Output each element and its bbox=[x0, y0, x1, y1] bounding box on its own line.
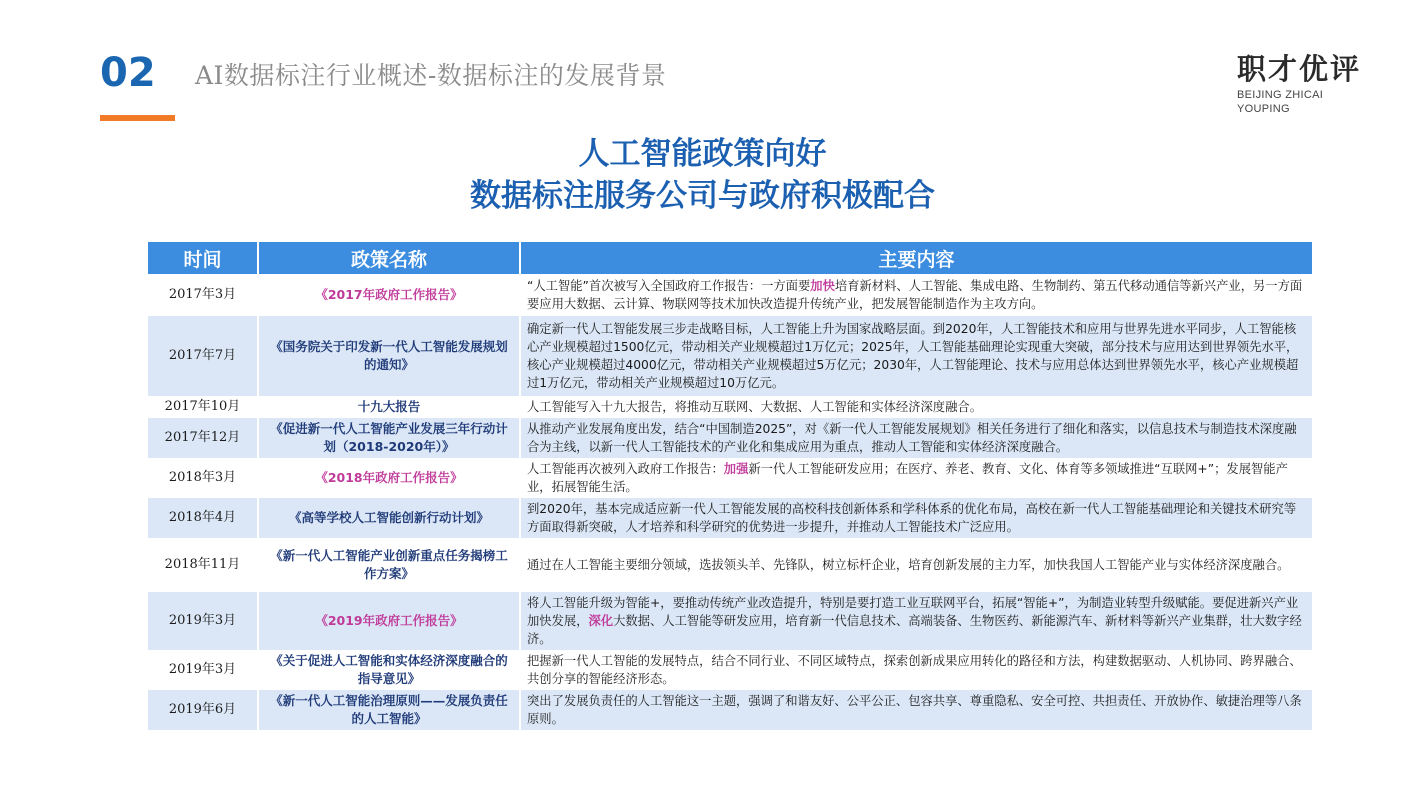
table-row bbox=[148, 396, 1312, 418]
cell-main-content bbox=[520, 592, 1312, 650]
table-row bbox=[148, 274, 1312, 316]
content-text: 大数据、人工智能等研发应用，培育新一代信息技术、高端装备、生物医药、新能源汽车、新材料等新兴产业集群，壮大数字经济。 bbox=[527, 614, 1302, 646]
cell-time: 2017年7月 bbox=[148, 316, 258, 396]
content-text: 突出了发展负责任的人工智能这一主题，强调了和谐友好、公平公正、包容共享、尊重隐私、安全可控、共担责任、开放协作、敏捷治理等八条原则。 bbox=[527, 694, 1302, 726]
cell-policy-name: 《高等学校人工智能创新行动计划》 bbox=[258, 498, 520, 538]
brand-logo bbox=[1237, 52, 1372, 116]
table-row bbox=[148, 690, 1312, 730]
logo-main-text: 职才优评 bbox=[1237, 52, 1362, 86]
content-text: 新一代人工智能研发应用；在医疗、养老、教育、文化、体育等多领域推进“互联网+”；发展智能产业，拓展智能生活。 bbox=[527, 462, 1288, 494]
cell-policy-name: 《2018年政府工作报告》 bbox=[258, 458, 520, 498]
table-body bbox=[148, 274, 1312, 730]
header-main-content: 主要内容 bbox=[520, 242, 1312, 274]
cell-main-content bbox=[520, 458, 1312, 498]
cell-main-content bbox=[520, 650, 1312, 690]
content-text: 人工智能再次被列入政府工作报告： bbox=[527, 462, 724, 476]
logo-sub-text: BEIJING ZHICAI YOUPING bbox=[1237, 89, 1324, 115]
cell-time: 2019年3月 bbox=[148, 592, 258, 650]
cell-time: 2018年3月 bbox=[148, 458, 258, 498]
headline-line-1: 人工智能政策向好 bbox=[578, 136, 827, 172]
section-underline bbox=[100, 115, 175, 121]
table-row bbox=[148, 458, 1312, 498]
table-row bbox=[148, 498, 1312, 538]
cell-main-content bbox=[520, 498, 1312, 538]
watermark: 百家号/博斯EDU教育 bbox=[990, 733, 1238, 762]
cell-policy-name: 《2019年政府工作报告》 bbox=[258, 592, 520, 650]
cell-time: 2017年10月 bbox=[148, 396, 258, 418]
content-highlight: 深化 bbox=[588, 614, 614, 628]
cell-main-content bbox=[520, 274, 1312, 316]
cell-time: 2018年11月 bbox=[148, 538, 258, 592]
section-title: AI数据标注行业概述-数据标注的发展背景 bbox=[195, 61, 667, 90]
cell-policy-name: 《促进新一代人工智能产业发展三年行动计划（2018-2020年）》 bbox=[258, 418, 520, 458]
content-text: “人工智能”首次被写入全国政府工作报告：一方面要 bbox=[527, 279, 811, 293]
cell-policy-name: 《新一代人工智能产业创新重点任务揭榜工作方案》 bbox=[258, 538, 520, 592]
cell-main-content bbox=[520, 418, 1312, 458]
content-text: 把握新一代人工智能的发展特点，结合不同行业、不同区域特点，探索创新成果应用转化的路径和方法，构建数据驱动、人机协同、跨界融合、共创分享的智能经济形态。 bbox=[527, 654, 1302, 686]
cell-time: 2019年6月 bbox=[148, 690, 258, 730]
cell-policy-name: 《2017年政府工作报告》 bbox=[258, 274, 520, 316]
cell-policy-name: 《关于促进人工智能和实体经济深度融合的指导意见》 bbox=[258, 650, 520, 690]
cell-policy-name: 《新一代人工智能治理原则——发展负责任的人工智能》 bbox=[258, 690, 520, 730]
content-text: 人工智能写入十九大报告，将推动互联网、大数据、人工智能和实体经济深度融合。 bbox=[527, 400, 982, 414]
table-row bbox=[148, 650, 1312, 690]
section-number: 02 bbox=[100, 50, 156, 96]
content-highlight: 加快 bbox=[810, 279, 835, 293]
table-row bbox=[148, 316, 1312, 396]
cell-time: 2017年3月 bbox=[148, 274, 258, 316]
headline-line-2: 数据标注服务公司与政府积极配合 bbox=[470, 178, 935, 214]
content-highlight: 加强 bbox=[723, 462, 749, 476]
content-text: 确定新一代人工智能发展三步走战略目标，人工智能上升为国家战略层面。到2020年，人工智能技术和应用与世界先进水平同步，人工智能核心产业规模超过1500亿元，带动相关产业规模超过1万亿元；2025年，人工智能基础理论实现重大突破，部分技术与应用达到世界领先水平，核心产业规模超过4000亿元，带动相关产业规模超过5万亿元；2030年，人工智能理论、技术与应用总体达到世界领先水平，核心产业规模超过1万亿元，带动相关产业规模超过10万亿元。 bbox=[527, 322, 1299, 390]
cell-main-content bbox=[520, 690, 1312, 730]
policy-table bbox=[148, 242, 1312, 730]
cell-main-content bbox=[520, 396, 1312, 418]
cell-policy-name: 十九大报告 bbox=[258, 396, 520, 418]
cell-time: 2018年4月 bbox=[148, 498, 258, 538]
content-text: 将人工智能升级为智能+，要推动传统产业改造提升，特别是要打造工业互联网平台，拓展“智能+”，为制造业转型升级赋能。要促进新兴产业加快发展， bbox=[527, 596, 1299, 628]
cell-policy-name: 《国务院关于印发新一代人工智能发展规划的通知》 bbox=[258, 316, 520, 396]
cell-time: 2019年3月 bbox=[148, 650, 258, 690]
cell-main-content bbox=[520, 538, 1312, 592]
header-time: 时间 bbox=[148, 242, 258, 274]
content-text: 从推动产业发展角度出发，结合“中国制造2025”，对《新一代人工智能发展规划》相关任务进行了细化和落实，以信息技术与制造技术深度融合为主线，以新一代人工智能技术的产业化和集成应用为重点，推动人工智能和实体经济深度融合。 bbox=[527, 422, 1297, 454]
header-policy-name: 政策名称 bbox=[258, 242, 520, 274]
table-row bbox=[148, 538, 1312, 592]
table-row bbox=[148, 418, 1312, 458]
cell-time: 2017年12月 bbox=[148, 418, 258, 458]
cell-main-content bbox=[520, 316, 1312, 396]
content-text: 到2020年，基本完成适应新一代人工智能发展的高校科技创新体系和学科体系的优化布局，高校在新一代人工智能基础理论和关键技术研究等方面取得新突破，人才培养和科学研究的优势进一步提升，并推动人工智能技术广泛应用。 bbox=[527, 502, 1297, 534]
table-row bbox=[148, 592, 1312, 650]
content-text: 培育新材料、人工智能、集成电路、生物制药、第五代移动通信等新兴产业，另一方面要应用大数据、云计算、物联网等技术加快改造提升传统产业，把发展智能制造作为主攻方向。 bbox=[527, 279, 1303, 311]
table-header-row bbox=[148, 242, 1312, 274]
content-text: 通过在人工智能主要细分领域，选拔领头羊、先锋队，树立标杆企业，培育创新发展的主力军，加快我国人工智能产业与实体经济深度融合。 bbox=[527, 558, 1290, 572]
